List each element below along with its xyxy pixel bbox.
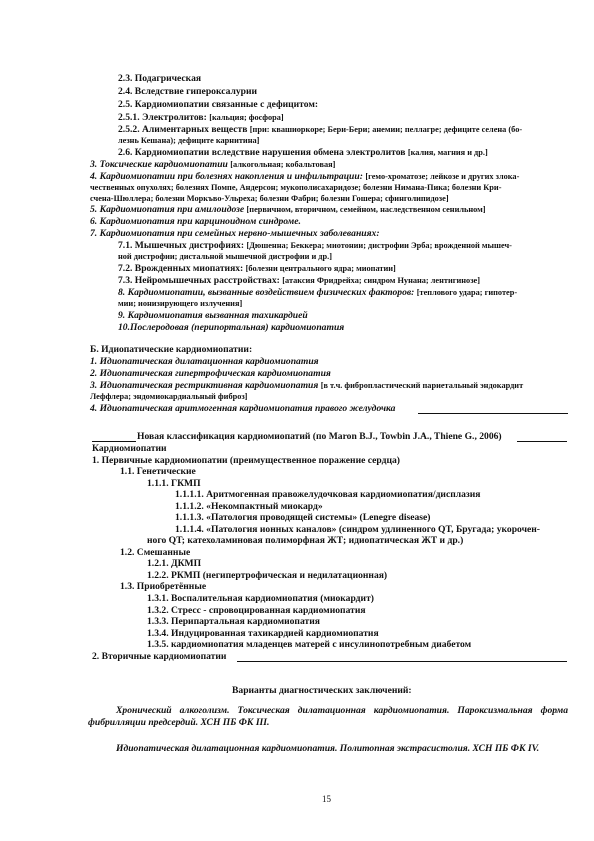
class-item: 1.1.1.1. Аритмогенная правожелудочковая кардиомиопатия/дисплазия	[175, 489, 481, 500]
item-2-5-2: 2.5.2. Алиментарных веществ [при: квашиоркоре; Бери-Бери; анемии; пеллагре; дефиците селена (бо-	[118, 124, 523, 135]
item-3: 3. Токсические кардиомиопатии [алкогольная; кобальтовая]	[90, 159, 336, 170]
class-item: 1.3.5. кардиомиопатия младенцев матерей с инсулинопотребным диабетом	[147, 639, 472, 650]
section-b-item-4: 4. Идиопатическая аритмогенная кардиомиопатия правого желудочка	[90, 403, 396, 414]
class-item: 1.1.1.4. «Патология ионных каналов» (синдром удлиненного QT, Бругада; укорочен-	[175, 524, 540, 535]
class-item: 1.3.2. Стресс - спровоцированная кардиомиопатия	[147, 605, 366, 616]
item-4: 4. Кардиомиопатии при болезнях накопления и инфильтрации: [гемо-хроматозе; лейкозе и других злока-	[90, 171, 520, 182]
class-item: 1.1.1.3. «Патология проводящей системы» (Lenegre disease)	[175, 512, 431, 523]
item-5: 5. Кардиомиопатия при амилоидозе [первичном, вторичном, семейном, наследственном сенильном]	[90, 204, 486, 215]
class-item: 1.3.3. Перипартальная кардиомиопатия	[147, 616, 320, 627]
class-item: ного QT; катехоламиновая полиморфная ЖТ; идиопатическая ЖТ и др.)	[147, 535, 464, 546]
classification-title: Новая классификация кардиомиопатий (по Maron B.J., Towbin J.A., Thiene G., 2006)	[137, 431, 502, 442]
class-item: 1.3.1. Воспалительная кардиомиопатия (миокардит)	[147, 593, 374, 604]
fill-rule	[418, 413, 568, 414]
section-b-title: Б. Идиопатические кардиомиопатии:	[90, 344, 253, 355]
fill-rule	[237, 661, 567, 662]
item-2-6: 2.6. Кардиомиопатии вследствие нарушения обмена электролитов [калия, магния и др.]	[118, 147, 488, 158]
class-item: 1.1. Генетические	[120, 466, 196, 477]
classification-subtitle: Кардиомиопатии	[92, 443, 167, 454]
class-item: 2. Вторичные кардиомиопатии	[92, 651, 227, 662]
class-item: 1. Первичные кардиомиопатии (преимущественное поражение сердца)	[92, 455, 400, 466]
item-7-1-cont: ной дистрофии; дистальной мышечной дистрофии и др.]	[118, 252, 332, 261]
title-rule-left	[92, 441, 136, 442]
item-2-5-1: 2.5.1. Электролитов: [кальция; фосфора]	[118, 112, 284, 123]
class-item: 1.1.1. ГКМП	[147, 478, 201, 489]
item-2-5: 2.5. Кардиомиопатии связанные с дефицитом:	[118, 99, 319, 110]
page-number: 15	[322, 794, 331, 804]
variant-1: Хронический алкоголизм. Токсическая дилатационная кардиомиопатия. Пароксизмальная форма фибрилляции предсердий. ХСН ПБ ФК III.	[88, 705, 568, 728]
item-7: 7. Кардиомиопатия при семейных нервно-мышечных заболеваниях:	[90, 228, 380, 239]
item-7-1: 7.1. Мышечных дистрофиях: [Дюшенна; Беккера; миотонии; дистрофии Эрба; врожденной мышеч-	[118, 240, 512, 251]
variants-title: Варианты диагностических заключений:	[232, 685, 412, 696]
item-9: 9. Кардиомиопатия вызванная тахикардией	[118, 310, 308, 321]
item-2-3: 2.3. Подагрическая	[118, 73, 202, 84]
class-item: 1.2. Смешанные	[120, 547, 191, 558]
item-4-cont-2: счена-Шюллера; болезни Моркъво-Ульреха; болезни Фабри; болезни Гошера; сфинголипидозе]	[90, 194, 449, 203]
item-7-3: 7.3. Нейромышечных расстройствах: [атаксия Фридрейха; синдром Нунана; лентигинозе]	[118, 275, 480, 286]
item-4-cont-1: чественных опухолях; болезнях Помпе, Андерсон; мукополисахаридозе; болезни Нимана-Пика; болезни Кри-	[90, 183, 502, 192]
section-b-item-2: 2. Идиопатическая гипертрофическая кардиомиопатия	[90, 368, 331, 379]
class-item: 1.2.2. РКМП (негипертрофическая и недилатационная)	[147, 570, 388, 581]
item-7-2: 7.2. Врожденных миопатиях: [болезни центрального ядра; миопатии]	[118, 263, 396, 274]
class-item: 1.1.1.2. «Некомпактный миокард»	[175, 501, 323, 512]
class-item: 1.2.1. ДКМП	[147, 558, 202, 569]
section-b-item-1: 1. Идиопатическая дилатационная кардиомиопатия	[90, 356, 319, 367]
item-8-cont: мии; ионизирующего излучения]	[118, 299, 243, 308]
item-2-5-2-cont: лезнь Кешана); дефиците карнитина]	[118, 136, 260, 145]
section-b-item-3: 3. Идиопатическая рестриктивная кардиомиопатия [в т.ч. фибропластический париетальный эндокардит	[90, 380, 524, 391]
class-item: 1.3.4. Индуцированная тахикардией кардиомиопатия	[147, 628, 379, 639]
title-rule-right	[517, 441, 567, 442]
item-6: 6. Кардиомиопатия при карциноидном синдроме.	[90, 216, 301, 227]
item-10: 10.Послеродовая (перипортальная) кардиомиопатия	[118, 322, 345, 333]
class-item: 1.3. Приобретённые	[120, 581, 207, 592]
variant-2: Идиопатическая дилатационная кардиомиопатия. Политопная экстрасистолия. ХСН ПБ ФК IV.	[116, 743, 540, 754]
item-2-4: 2.4. Вследствие гипероксалурии	[118, 86, 258, 97]
section-b-item-3-cont: Леффлера; эндомиокардиальный фиброз]	[90, 392, 248, 401]
item-8: 8. Кардиомиопатии, вызванные воздействием физических факторов: [теплового удара; гипотер-	[118, 287, 518, 298]
